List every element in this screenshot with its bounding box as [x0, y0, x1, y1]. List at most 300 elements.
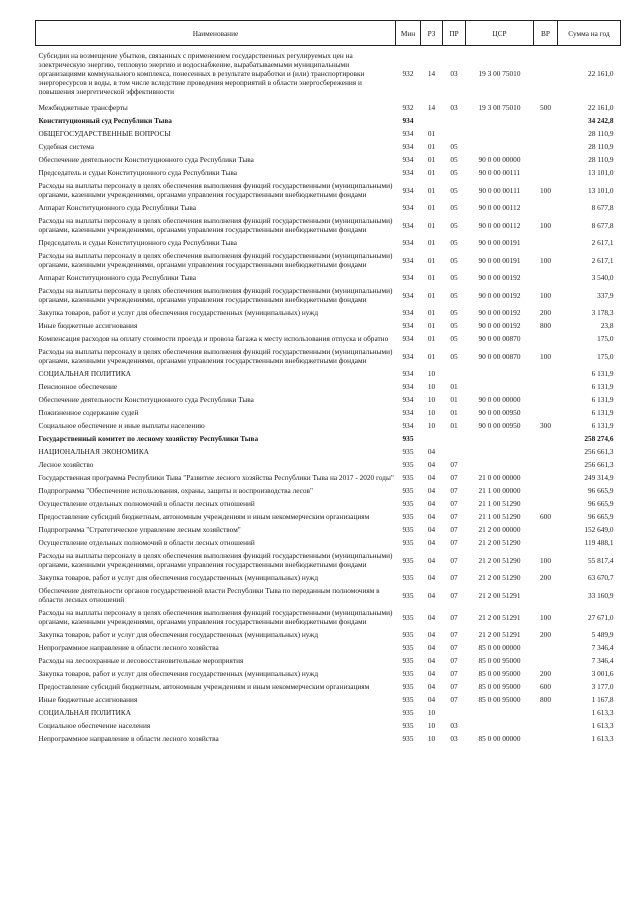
- row-expense-type-code: [534, 380, 558, 393]
- table-row: [36, 166, 621, 179]
- row-ministry-code: 932: [402, 103, 414, 112]
- row-amount: 249 314,9: [584, 473, 614, 482]
- row-amount: 3 540,0: [591, 273, 614, 282]
- row-name: Пожизненное содержание судей: [38, 408, 139, 417]
- row-amount: 96 665,9: [587, 512, 614, 521]
- row-section-code: 14: [427, 69, 436, 78]
- row-name: Закупка товаров, работ и услуг для обеспечения государственных (муниципальных) нужд: [38, 669, 319, 678]
- row-name: Компенсация расходов на оплату стоимости проезда и провоза багажа к месту использования отпуска и обратно: [38, 334, 389, 343]
- row-subsection-code: [443, 432, 466, 445]
- table-row: [36, 201, 621, 214]
- row-subsection-code: 05: [450, 238, 458, 247]
- row-expense-type-code: [534, 114, 558, 127]
- row-section-code: [421, 432, 443, 445]
- table-row: [36, 367, 621, 380]
- row-target-article-code: 90 0 00 00950: [478, 408, 521, 417]
- table-row: [36, 510, 621, 523]
- row-amount: 256 661,3: [584, 460, 614, 469]
- row-subsection-code: 05: [450, 203, 458, 212]
- row-amount: 28 110,9: [588, 155, 614, 164]
- row-name: Субсидии на возмещение убытков, связанных с применением государственных регулируемых цен на электрическую энергию, тепловую энергию и водоснабжение, вырабатываемыми муниципальными организациями коммунального комплекса, понесенных в результате выработки и (или) транспортировки энергоресурсов и воды, в том числе вследствие проведения мероприятий в области энергосбережения и повышения энергетической эффективности: [38, 51, 365, 96]
- table-row: [36, 179, 621, 201]
- row-target-article-code: 21 1 00 00000: [478, 486, 521, 495]
- row-subsection-code: 07: [450, 555, 458, 565]
- row-section-code: 04: [427, 460, 436, 469]
- row-section-code: 01: [427, 185, 436, 195]
- row-name: Аппарат Конституционного суда Республики Тыва: [38, 203, 196, 212]
- row-amount: 13 101,0: [587, 168, 614, 177]
- header-expense-type-code: ВР: [534, 21, 558, 46]
- row-amount: 175,0: [597, 351, 614, 361]
- row-ministry-code: 935: [402, 643, 414, 652]
- header-subsection-code: ПР: [443, 21, 466, 46]
- row-expense-type-code: [534, 484, 558, 497]
- row-expense-type-code: [534, 458, 558, 471]
- row-amount: 34 242,8: [587, 116, 614, 125]
- row-amount: 1 613,3: [591, 708, 614, 717]
- table-header: [36, 21, 621, 46]
- row-name: Подпрограмма "Стратегическое управление лесным хозяйством": [38, 525, 241, 534]
- row-section-code: 04: [427, 525, 436, 534]
- row-target-article-code: 19 3 00 75010: [478, 69, 521, 78]
- row-name: Расходы на лесоохранные и лесовосстановительные мероприятия: [38, 656, 244, 665]
- row-target-article-code: 90 0 00 00192: [478, 321, 521, 330]
- row-amount: 96 665,9: [587, 499, 614, 508]
- row-amount: 6 131,9: [591, 395, 614, 404]
- row-subsection-code: 03: [450, 721, 458, 730]
- row-expense-type-code: 100: [540, 612, 551, 622]
- row-ministry-code: 934: [402, 369, 414, 378]
- header-section-code: РЗ: [421, 21, 443, 46]
- row-subsection-code: 05: [450, 185, 458, 195]
- header-amount: Сумма на год: [558, 21, 621, 46]
- row-section-code: 04: [427, 612, 436, 622]
- row-section-code: 01: [427, 129, 436, 138]
- row-expense-type-code: [534, 497, 558, 510]
- row-expense-type-code: 600: [540, 682, 551, 691]
- row-expense-type-code: 200: [540, 308, 551, 317]
- row-name: Лесное хозяйство: [38, 460, 94, 469]
- row-target-article-code: [466, 114, 534, 127]
- row-subsection-code: 01: [450, 408, 458, 417]
- row-ministry-code: 934: [402, 321, 414, 330]
- row-ministry-code: 935: [402, 612, 414, 622]
- row-expense-type-code: [534, 654, 558, 667]
- row-section-code: 01: [427, 220, 436, 230]
- row-amount: 2 617,1: [591, 238, 614, 247]
- row-expense-type-code: [534, 201, 558, 214]
- row-target-article-code: [466, 706, 534, 719]
- row-section-code: 01: [427, 334, 436, 343]
- row-ministry-code: 935: [402, 590, 414, 600]
- row-target-article-code: [466, 140, 534, 153]
- row-subsection-code: 07: [450, 473, 458, 482]
- row-section-code: 04: [427, 630, 436, 639]
- row-target-article-code: 90 0 00 00870: [478, 351, 521, 361]
- row-subsection-code: [443, 127, 466, 140]
- table-row: [36, 332, 621, 345]
- row-target-article-code: 21 2 00 51291: [478, 630, 521, 639]
- row-name: Закупка товаров, работ и услуг для обеспечения государственных (муниципальных) нужд: [38, 308, 319, 317]
- row-target-article-code: 21 1 00 51290: [478, 499, 521, 508]
- row-amount: 6 131,9: [591, 408, 614, 417]
- row-target-article-code: 21 2 00 00000: [478, 525, 521, 534]
- row-amount: 3 001,6: [591, 669, 614, 678]
- row-amount: 258 274,6: [584, 434, 614, 443]
- table-row: [36, 46, 621, 102]
- row-amount: 119 488,1: [584, 538, 614, 547]
- row-ministry-code: 934: [402, 395, 414, 404]
- row-subsection-code: 01: [450, 395, 458, 404]
- row-section-code: 01: [427, 255, 436, 265]
- row-section-code: 04: [427, 447, 436, 456]
- table-row: [36, 584, 621, 606]
- row-subsection-code: 07: [450, 460, 458, 469]
- table-row: [36, 127, 621, 140]
- budget-table: [35, 20, 621, 745]
- row-amount: 256 661,3: [584, 447, 614, 456]
- row-amount: 23,8: [600, 321, 614, 330]
- row-subsection-code: [443, 367, 466, 380]
- row-amount: 1 613,3: [591, 734, 614, 743]
- row-name: Расходы на выплаты персоналу в целях обеспечения выполнения функций государственными (муниципальными) органами, казенными учреждениями, органами управления государственными внебюджетными фондами: [38, 347, 393, 365]
- row-name: НАЦИОНАЛЬНАЯ ЭКОНОМИКА: [38, 447, 149, 456]
- row-expense-type-code: [534, 719, 558, 732]
- row-ministry-code: 934: [402, 308, 414, 317]
- row-target-article-code: 85 0 00 95000: [478, 669, 521, 678]
- row-subsection-code: 07: [450, 669, 458, 678]
- row-subsection-code: 05: [450, 351, 458, 361]
- row-section-code: 04: [427, 573, 436, 582]
- row-section-code: 10: [427, 708, 436, 717]
- row-subsection-code: 07: [450, 656, 458, 665]
- row-subsection-code: [443, 445, 466, 458]
- row-expense-type-code: [534, 153, 558, 166]
- row-name: Социальное обеспечение и иные выплаты населению: [38, 421, 205, 430]
- row-ministry-code: 934: [402, 334, 414, 343]
- row-ministry-code: 935: [402, 721, 414, 730]
- row-target-article-code: 90 0 00 00192: [478, 290, 521, 300]
- row-amount: 5 489,9: [591, 630, 614, 639]
- row-subsection-code: 05: [450, 220, 458, 230]
- row-expense-type-code: 200: [540, 669, 551, 678]
- row-expense-type-code: [534, 271, 558, 284]
- row-amount: 28 110,9: [588, 129, 614, 138]
- row-section-code: 01: [427, 351, 436, 361]
- row-target-article-code: 21 2 00 51291: [478, 590, 521, 600]
- row-section-code: 10: [427, 395, 436, 404]
- row-section-code: 01: [427, 290, 436, 300]
- row-name: Пенсионное обеспечение: [38, 382, 118, 391]
- row-ministry-code: 935: [402, 486, 414, 495]
- row-name: Закупка товаров, работ и услуг для обеспечения государственных (муниципальных) нужд: [38, 630, 319, 639]
- row-subsection-code: 05: [450, 290, 458, 300]
- row-amount: 6 131,9: [591, 421, 614, 430]
- row-subsection-code: 05: [450, 255, 458, 265]
- row-name: Иные бюджетные ассигнования: [38, 321, 138, 330]
- row-amount: 96 665,9: [587, 486, 614, 495]
- row-name: Обеспечение деятельности Конституционного суда Республики Тыва: [38, 155, 254, 164]
- row-target-article-code: 90 0 00 00192: [478, 273, 521, 282]
- row-section-code: 10: [427, 408, 436, 417]
- row-target-article-code: [466, 719, 534, 732]
- row-target-article-code: 90 0 00 00112: [478, 203, 521, 212]
- row-ministry-code: 935: [402, 656, 414, 665]
- row-amount: 6 131,9: [591, 382, 614, 391]
- row-section-code: 10: [427, 421, 436, 430]
- table-row: [36, 719, 621, 732]
- row-subsection-code: 07: [450, 538, 458, 547]
- row-target-article-code: 85 0 00 95000: [478, 695, 521, 704]
- row-ministry-code: 934: [402, 116, 414, 125]
- row-amount: 7 346,4: [591, 656, 614, 665]
- row-subsection-code: 07: [450, 643, 458, 652]
- table-row: [36, 140, 621, 153]
- row-expense-type-code: [534, 536, 558, 549]
- row-target-article-code: 85 0 00 95000: [478, 682, 521, 691]
- row-expense-type-code: 200: [540, 573, 551, 582]
- row-section-code: 01: [427, 273, 436, 282]
- row-target-article-code: 90 0 00 00111: [478, 185, 521, 195]
- row-amount: 3 177,0: [591, 682, 614, 691]
- row-section-code: 04: [427, 643, 436, 652]
- row-name: Осуществление отдельных полномочий в области лесных отношений: [38, 538, 255, 547]
- table-row: [36, 571, 621, 584]
- row-subsection-code: 07: [450, 512, 458, 521]
- row-target-article-code: [466, 127, 534, 140]
- row-amount: 6 131,9: [591, 369, 614, 378]
- row-expense-type-code: 500: [540, 103, 551, 112]
- row-ministry-code: 934: [402, 203, 414, 212]
- header-ministry-code: Мин: [396, 21, 421, 46]
- row-expense-type-code: 300: [540, 421, 551, 430]
- row-section-code: 04: [427, 473, 436, 482]
- row-ministry-code: 935: [402, 734, 414, 743]
- table-row: [36, 406, 621, 419]
- row-ministry-code: 935: [402, 434, 414, 443]
- table-row: [36, 236, 621, 249]
- row-amount: 3 178,3: [591, 308, 614, 317]
- row-section-code: 14: [427, 103, 436, 112]
- row-amount: 152 649,0: [584, 525, 614, 534]
- row-target-article-code: [466, 445, 534, 458]
- header-target-article-code: ЦСР: [466, 21, 534, 46]
- row-name: Подпрограмма "Обеспечение использования, охраны, защиты и воспроизводства лесов": [38, 486, 313, 495]
- row-ministry-code: 935: [402, 499, 414, 508]
- row-target-article-code: 85 0 00 00000: [478, 643, 521, 652]
- row-section-code: 04: [427, 656, 436, 665]
- row-section-code: 04: [427, 695, 436, 704]
- row-target-article-code: 90 0 00 00111: [478, 168, 521, 177]
- row-name: Непрограммное направление в области лесного хозяйства: [38, 734, 219, 743]
- table-row: [36, 693, 621, 706]
- row-target-article-code: 21 2 00 51290: [478, 538, 521, 547]
- row-section-code: 01: [427, 142, 436, 151]
- row-section-code: 10: [427, 721, 436, 730]
- row-target-article-code: 21 1 00 51290: [478, 512, 521, 521]
- row-ministry-code: 934: [402, 273, 414, 282]
- row-amount: 2 617,1: [591, 255, 614, 265]
- row-subsection-code: 03: [450, 69, 458, 78]
- header-row: [36, 21, 621, 46]
- row-section-code: 04: [427, 682, 436, 691]
- header-name: Наименование: [36, 21, 396, 46]
- row-target-article-code: [466, 380, 534, 393]
- row-subsection-code: 07: [450, 630, 458, 639]
- row-ministry-code: 935: [402, 555, 414, 565]
- table-row: [36, 497, 621, 510]
- row-expense-type-code: 100: [540, 220, 551, 230]
- row-ministry-code: 934: [402, 290, 414, 300]
- row-amount: 27 671,0: [587, 612, 614, 622]
- row-ministry-code: 934: [402, 220, 414, 230]
- row-subsection-code: [443, 114, 466, 127]
- row-expense-type-code: [534, 46, 558, 102]
- row-section-code: 01: [427, 238, 436, 247]
- row-name: Расходы на выплаты персоналу в целях обеспечения выполнения функций государственными (муниципальными) органами, казенными учреждениями, органами управления государственными внебюджетными фондами: [38, 551, 393, 569]
- row-ministry-code: 934: [402, 129, 414, 138]
- row-expense-type-code: [534, 166, 558, 179]
- row-section-code: 04: [427, 555, 436, 565]
- row-target-article-code: 21 2 00 51290: [478, 555, 521, 565]
- row-amount: 1 167,8: [591, 695, 614, 704]
- row-name: Государственный комитет по лесному хозяйству Республики Тыва: [38, 434, 259, 443]
- row-ministry-code: 934: [402, 155, 414, 164]
- row-ministry-code: 934: [402, 238, 414, 247]
- row-section-code: 01: [427, 155, 436, 164]
- table-row: [36, 667, 621, 680]
- row-subsection-code: 07: [450, 525, 458, 534]
- table-row: [36, 706, 621, 719]
- table-row: [36, 536, 621, 549]
- row-amount: 22 161,0: [587, 103, 614, 112]
- row-expense-type-code: [534, 432, 558, 445]
- row-name: Обеспечение деятельности органов государственной власти Республики Тыва по переданным полномочиям в области лесных отношений: [38, 586, 380, 604]
- row-amount: 8 677,8: [591, 203, 614, 212]
- row-section-code: 04: [427, 499, 436, 508]
- row-subsection-code: 07: [450, 682, 458, 691]
- row-name: Расходы на выплаты персоналу в целях обеспечения выполнения функций государственными (муниципальными) органами, казенными учреждениями, органами управления государственными внебюджетными фондами: [38, 181, 393, 199]
- row-ministry-code: 934: [402, 351, 414, 361]
- row-subsection-code: 07: [450, 486, 458, 495]
- row-target-article-code: [466, 367, 534, 380]
- row-ministry-code: 934: [402, 408, 414, 417]
- table-row: [36, 271, 621, 284]
- row-name: Межбюджетные трансферты: [38, 103, 128, 112]
- row-name: СОЦИАЛЬНАЯ ПОЛИТИКА: [38, 708, 132, 717]
- row-target-article-code: 90 0 00 00191: [478, 255, 521, 265]
- row-subsection-code: 07: [450, 590, 458, 600]
- row-amount: 8 677,8: [591, 220, 614, 230]
- row-amount: 28 110,9: [588, 142, 614, 151]
- row-name: СОЦИАЛЬНАЯ ПОЛИТИКА: [38, 369, 132, 378]
- row-subsection-code: 05: [450, 273, 458, 282]
- table-row: [36, 306, 621, 319]
- row-target-article-code: [466, 432, 534, 445]
- row-name: Предоставление субсидий бюджетным, автономным учреждениям и иным некоммерческим организациям: [38, 512, 370, 521]
- row-amount: 7 346,4: [591, 643, 614, 652]
- row-ministry-code: 934: [402, 142, 414, 151]
- row-target-article-code: 19 3 00 75010: [478, 103, 521, 112]
- row-amount: 22 161,0: [587, 69, 614, 78]
- row-target-article-code: 21 0 00 00000: [478, 473, 521, 482]
- row-subsection-code: 03: [450, 103, 458, 112]
- row-section-code: 01: [427, 308, 436, 317]
- table-row: [36, 101, 621, 114]
- row-ministry-code: 935: [402, 682, 414, 691]
- row-expense-type-code: [534, 367, 558, 380]
- row-section-code: 04: [427, 590, 436, 600]
- row-ministry-code: 935: [402, 525, 414, 534]
- table-row: [36, 432, 621, 445]
- row-ministry-code: 934: [402, 421, 414, 430]
- row-ministry-code: 934: [402, 255, 414, 265]
- row-target-article-code: [466, 458, 534, 471]
- row-ministry-code: 935: [402, 630, 414, 639]
- row-ministry-code: 935: [402, 669, 414, 678]
- table-row: [36, 458, 621, 471]
- row-name: Расходы на выплаты персоналу в целях обеспечения выполнения функций государственными (муниципальными) органами, казенными учреждениями, органами управления государственными внебюджетными фондами: [38, 608, 393, 626]
- row-amount: 1 613,3: [591, 721, 614, 730]
- row-expense-type-code: [534, 332, 558, 345]
- row-subsection-code: 07: [450, 499, 458, 508]
- row-target-article-code: 90 0 00 00000: [478, 155, 521, 164]
- row-section-code: 01: [427, 168, 436, 177]
- table-row: [36, 393, 621, 406]
- row-name: Обеспечение деятельности Конституционного суда Республики Тыва: [38, 395, 254, 404]
- row-section-code: 01: [427, 203, 436, 212]
- table-row: [36, 380, 621, 393]
- row-ministry-code: 935: [402, 538, 414, 547]
- table-row: [36, 114, 621, 127]
- row-expense-type-code: 100: [540, 255, 551, 265]
- table-row: [36, 523, 621, 536]
- row-expense-type-code: [534, 641, 558, 654]
- row-expense-type-code: [534, 140, 558, 153]
- row-name: Председатель и судьи Конституционного суда Республики Тыва: [38, 238, 238, 247]
- row-expense-type-code: [534, 445, 558, 458]
- row-expense-type-code: 800: [540, 695, 551, 704]
- row-target-article-code: 21 2 00 51291: [478, 612, 521, 622]
- row-expense-type-code: [534, 127, 558, 140]
- row-name: Осуществление отдельных полномочий в области лесных отношений: [38, 499, 255, 508]
- table-row: [36, 345, 621, 367]
- row-amount: 175,0: [597, 334, 614, 343]
- row-ministry-code: 932: [402, 69, 414, 78]
- row-name: Расходы на выплаты персоналу в целях обеспечения выполнения функций государственными (муниципальными) органами, казенными учреждениями, органами управления государственными внебюджетными фондами: [38, 251, 393, 269]
- table-row: [36, 249, 621, 271]
- table-row: [36, 284, 621, 306]
- row-expense-type-code: 200: [540, 630, 551, 639]
- row-name: Иные бюджетные ассигнования: [38, 695, 138, 704]
- row-subsection-code: 05: [450, 334, 458, 343]
- row-expense-type-code: 100: [540, 555, 551, 565]
- table-row: [36, 445, 621, 458]
- row-section-code: 04: [427, 486, 436, 495]
- row-target-article-code: 85 0 00 00000: [478, 734, 521, 743]
- row-subsection-code: 05: [450, 155, 458, 164]
- row-expense-type-code: 600: [540, 512, 551, 521]
- row-amount: 33 160,9: [587, 590, 614, 600]
- row-target-article-code: 21 2 00 51290: [478, 573, 521, 582]
- row-name: Конституционный суд Республики Тыва: [38, 116, 172, 125]
- row-expense-type-code: 800: [540, 321, 551, 330]
- table-row: [36, 654, 621, 667]
- row-section-code: 04: [427, 512, 436, 521]
- row-expense-type-code: [534, 471, 558, 484]
- row-name: Аппарат Конституционного суда Республики Тыва: [38, 273, 196, 282]
- table-row: [36, 484, 621, 497]
